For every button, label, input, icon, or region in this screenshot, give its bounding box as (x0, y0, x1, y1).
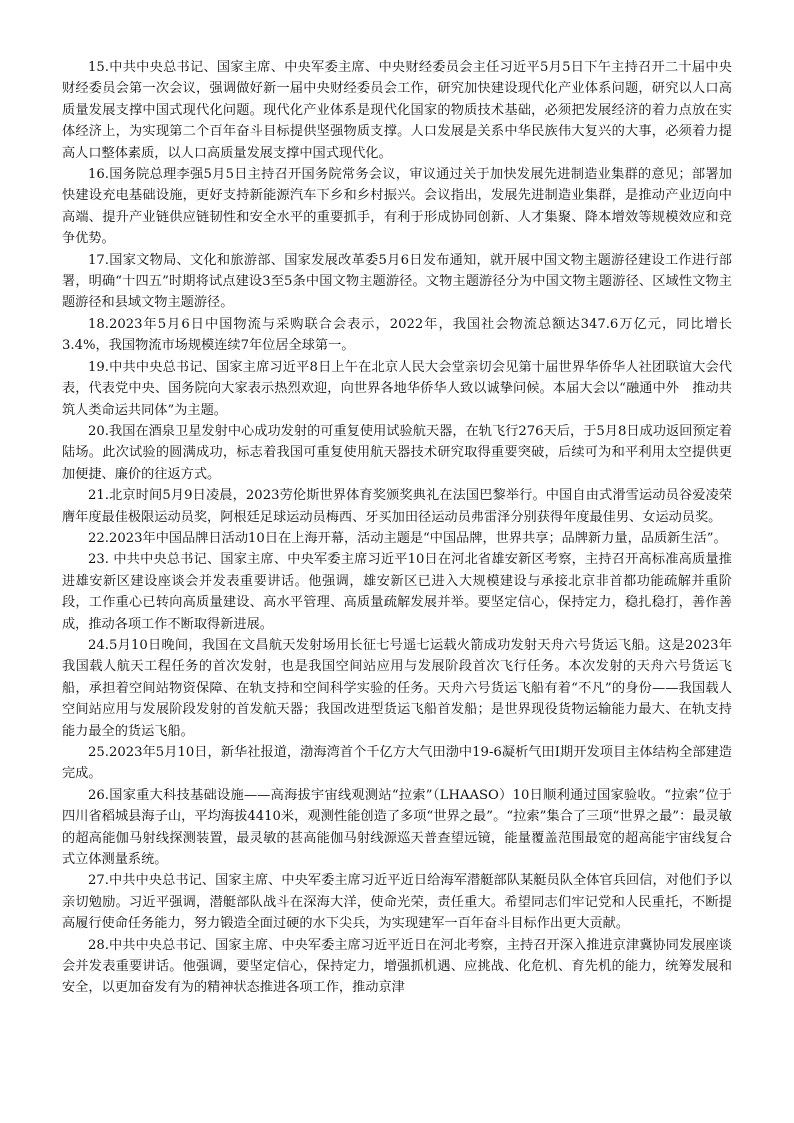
paragraph-23: 23. 中共中央总书记、国家主席、中央军委主席习近平10日在河北省雄安新区考察，主持召开高标准高质量推进雄安新区建设座谈会并发表重要讲话。他强调，雄安新区已进入大规模建设与承接北京非首都功能疏解并重阶段，工作重心已转向高质量建设、高水平管理、高质量疏解发展并举。要坚定信心，保持定力，稳扎稳打，善作善成，推动各项工作不断取得新进展。 (62, 552, 732, 632)
paragraph-18: 18.2023年5月6日中国物流与采购联合会表示，2022年，我国社会物流总额达347.6万亿元，同比增长3.4%，我国物流市场规模连续7年位居全球第一。 (62, 316, 732, 354)
paragraph-22: 22.2023年中国品牌日活动10日在上海开幕，活动主题是“中国品牌，世界共享；品牌新力量，品质新生活”。 (88, 530, 727, 546)
paragraph-21: 21.北京时间5月9日凌晨，2023劳伦斯世界体育奖颁奖典礼在法国巴黎举行。中国自由式滑雪运动员谷爱凌荣膺年度最佳极限运动员奖，阿根廷足球运动员梅西、牙买加田径运动员弗雷泽分别获得年度最佳男、女运动员奖。 (62, 488, 732, 525)
paragraph-25: 25.2023年5月10日，新华社报道，渤海湾首个千亿方大气田渤中19-6凝析气田I期开发项目主体结构全部建造完成。 (62, 745, 732, 782)
paragraph-24: 24.5月10日晚间，我国在文昌航天发射场用长征七号遥七运载火箭成功发射天舟六号货运飞船。这是2023年我国载人航天工程任务的首次发射，也是我国空间站应用与发展阶段首次飞行任务。本次发射的天舟六号货运飞船，承担着空间站物资保障、在轨支持和空间科学实验的任务。天舟六号货运飞船有着“不凡”的身份——我国载人空间站应用与发展阶段发射的首发航天器；我国改进型货运飞船首发船；是世界现役货物运输能力最大、在轨支持能力最全的货运飞船。 (62, 637, 732, 739)
paragraph-27: 27.中共中央总书记、国家主席、中央军委主席习近平近日给海军潜艇部队某艇员队全体官兵回信，对他们予以亲切勉励。习近平强调，潜艇部队战斗在深海大洋，使命光荣，责任重大。希望同志们牢记党和人民重托，不断提高履行使命任务能力，努力锻造全面过硬的水下尖兵，为实现建军一百年奋斗目标作出更大贡献。 (62, 873, 732, 932)
document-body (62, 57, 732, 999)
paragraph-17: 17.国家文物局、文化和旅游部、国家发展改革委5月6日发布通知，就开展中国文物主题游径建设工作进行部署，明确“十四五”时期将试点建设3至5条中国文物主题游径。文物主题游径分为中国文物主题游径、区域性文物主题游径和县域文物主题游径。 (62, 252, 732, 311)
paragraph-28: 28.中共中央总书记、国家主席、中央军委主席习近平近日在河北考察，主持召开深入推进京津冀协同发展座谈会并发表重要讲话。他强调，要坚定信心，保持定力，增强抓机遇、应挑战、化危机、育先机的能力，统筹发展和安全，以更加奋发有为的精神状态推进各项工作，推动京津 (62, 937, 732, 996)
paragraph-26: 26.国家重大科技基础设施——高海拔宇宙线观测站“拉索”（LHAASO）10日顺利通过国家验收。“拉索”位于四川省稻城县海子山，平均海拔4410米，观测性能创造了多项“世界之最”。“拉索”集合了三项“世界之最”：最灵敏的超高能伽马射线探测装置，最灵敏的甚高能伽马射线源巡天普查望远镜，能量覆盖范围最宽的超高能宇宙线复合式立体测量系统。 (62, 787, 732, 868)
paragraph-20: 20.我国在酒泉卫星发射中心成功发射的可重复使用试验航天器，在轨飞行276天后，于5月8日成功返回预定着陆场。此次试验的圆满成功，标志着我国可重复使用航天器技术研究取得重要突破，后续可为和平利用太空提供更加便捷、廉价的往返方式。 (62, 423, 732, 482)
paragraph-16: 16.国务院总理李强5月5日主持召开国务院常务会议，审议通过关于加快发展先进制造业集群的意见；部署加快建设充电基础设施，更好支持新能源汽车下乡和乡村振兴。会议指出，发展先进制造业集群，是推动产业迈向中高端、提升产业链供应链韧性和安全水平的重要抓手，有利于形成协同创新、人才集聚、降本增效等规模效应和竞争优势。 (62, 167, 732, 247)
paragraph-19: 19.中共中央总书记、国家主席习近平8日上午在北京人民大会堂亲切会见第十届世界华侨华人社团联谊大会代表，代表党中央、国务院向大家表示热烈欢迎，向世界各地华侨华人致以诚挚问候。本届大会以“融通中外 推动共筑人类命运共同体”为主题。 (62, 359, 732, 418)
paragraph-15: 15.中共中央总书记、国家主席、中央军委主席、中央财经委员会主任习近平5月5日下午主持召开二十届中央财经委员会第一次会议，强调做好新一届中央财经委员会工作，研究加快建设现代化产业体系问题，研究以人口高质量发展支撑中国式现代化问题。现代化产业体系是现代化国家的物质技术基础，必须把发展经济的着力点放在实体经济上，为实现第二个百年奋斗目标提供坚强物质支撑。人口发展是关系中华民族伟大复兴的大事，必须着力提高人口整体素质，以人口高质量发展支撑中国式现代化。 (62, 60, 732, 161)
